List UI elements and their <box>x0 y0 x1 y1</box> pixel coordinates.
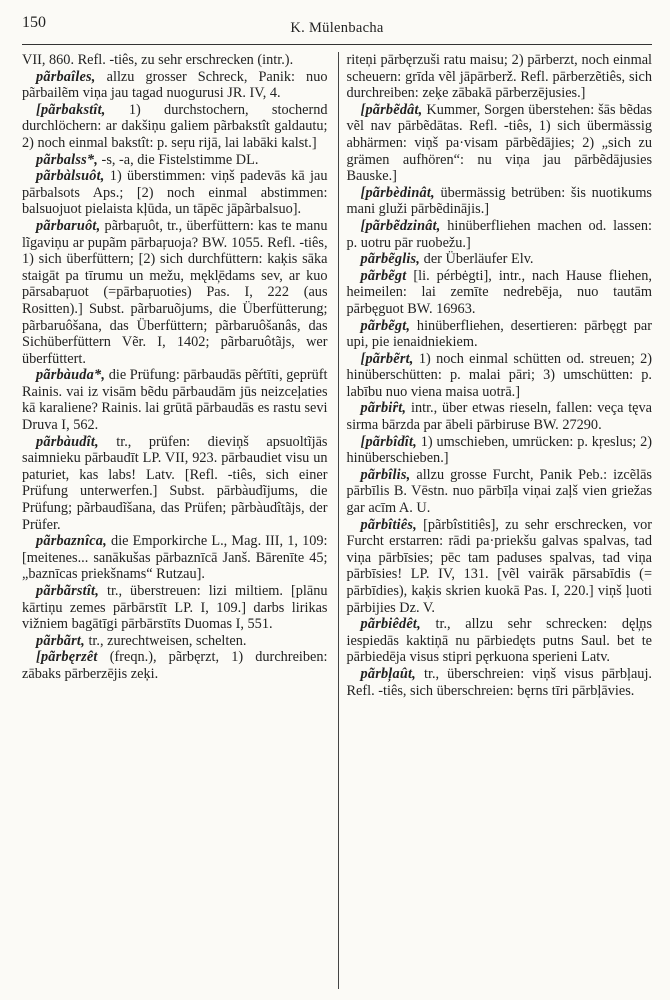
entry-headword: [pãrbęrzêt <box>36 649 98 666</box>
entry-text: tr., zurechtweisen, schelten. <box>84 632 247 649</box>
dictionary-entry <box>347 467 653 517</box>
entry-text: 1) noch einmal schütten od. streuen; 2) hinüberschütten: p. malai pāri; 3) umschütten: p. labību nuo viena maisa uotrā.] <box>346 350 653 400</box>
dictionary-entry <box>22 52 328 69</box>
dictionary-entry <box>347 400 653 433</box>
entry-headword: [pãrbîdît, <box>360 433 417 450</box>
left-column <box>22 52 334 989</box>
entry-text: allzu grosse Furcht, Panik Peb.: izcẽlās pārbīlis B. Vēstn. nuo pārbīļa viņai zaļš vien griežas gar acīm A. U. <box>346 466 653 517</box>
entry-text: [pãrbîstitiês], zu sehr erschrecken, vor Furcht erstarren: rādi pa·priekšu galvas spalvas, tad viņa pārbīsies; pēc tam paduses spalvas, tad viņa pārbīsies! LP. IV, 131. [vẽl vairāk pārsabīdis (= pārbīdies), kaķis skrien kuokā Pas. I, 220.] viņš ļuoti pārbijies Dz. V. <box>346 516 653 616</box>
dictionary-entry <box>22 533 328 583</box>
entry-text: 1) durchstochern, stochernd durchlöchern: ar dakšiņu galiem pãrbakstît galdautu; 2) noch einmal bakstît: p. seŗu rijā, lai labāki kalst.] <box>22 101 328 151</box>
dictionary-entry <box>22 152 328 169</box>
dictionary-entry <box>22 583 328 633</box>
entry-text: die Emporkirche L., Mag. III, 1, 109: [meitenes... sanākušas pārbaznīcā Janš. Bārenīte 45; „baznīcas priekšnams“ Rutzau]. <box>22 533 328 583</box>
dictionary-entry <box>22 434 328 534</box>
entry-headword: [pãrbẽrt, <box>360 350 414 367</box>
entry-headword: [pãrbèdinât, <box>360 184 435 201</box>
dictionary-entry <box>22 633 328 650</box>
entry-text: allzu grosser Schreck, Panik: nuo pãrbailẽm viņa jau tagad nuogurusi JR. IV, 4. <box>22 68 328 102</box>
dictionary-entry <box>347 268 653 318</box>
dictionary-entry <box>22 367 328 433</box>
page-number: 150 <box>22 14 46 31</box>
entry-text: tr., überschreien: viņš visus pārbļauj. Refl. -tiês, sich überschreien: bęrns tīri pārbļāvies. <box>346 665 653 699</box>
dictionary-page <box>22 14 652 989</box>
dictionary-entry <box>347 102 653 185</box>
header-rule <box>22 44 652 45</box>
entry-text: riteņi pārbęrzuši ratu maisu; 2) pārberzt, noch einmal scheuern: grīda vẽl jāpārberž. Refl. pārberzẽtiês, sich durchreiben: zeķe zābakā pārberzējusies.] <box>346 52 653 102</box>
dictionary-entry <box>347 52 653 102</box>
entry-text: intr., über etwas rieseln, fallen: veça tęva sirma bārzda par ābeli pārbiruse BW. 27290. <box>346 400 653 434</box>
entry-headword: [pãrbakstît, <box>36 101 106 118</box>
entry-headword: pãrbļaût, <box>360 665 416 682</box>
entry-headword: pãrbàlsuôt, <box>36 168 105 185</box>
dictionary-entry <box>347 517 653 617</box>
running-title: K. Mülenbacha <box>290 20 384 36</box>
right-column <box>343 52 653 989</box>
dictionary-entry <box>347 218 653 251</box>
dictionary-entry <box>22 649 328 682</box>
entry-headword: pãrbẽgt <box>360 267 407 284</box>
entry-text: hinüberfliehen machen od. lassen: p. uotru pār ruobežu.] <box>346 217 653 251</box>
entry-headword: pãrbiȓt, <box>360 400 407 417</box>
entry-headword: pãrbîtiês, <box>360 516 417 533</box>
entry-headword: pãrbalss*, <box>36 151 98 168</box>
dictionary-entry <box>22 102 328 152</box>
entry-headword: pãrbẽgt, <box>360 317 411 334</box>
two-column-body <box>22 52 652 989</box>
dictionary-entry <box>347 351 653 401</box>
entry-headword: [pãrbẽdzinât, <box>360 217 441 234</box>
entry-text: tr., prüfen: dieviņš apsuoltĩjās saimnieku pārbaudīt LP. VII, 923. pārbaudiet visu un paturiet, kas labs! Latv. [Refl. -tiês, sich einer Prüfung unterwerfen.] Subst. pārbàudĩjums, die Prüfung; pãrbaudĩšana, das Prüfen; pãrbàudîtãjs, der Prüfer. <box>22 433 328 533</box>
dictionary-entry <box>22 168 328 218</box>
entry-text: Kummer, Sorgen überstehen: šās bẽdas vẽl nav pārbẽdātas. Refl. -tiês, 1) sich übermässig abhärmen: viņš pa·visam pārbẽdājies; 2) „sich zu grämen aufhören“: nu viņa jau pārbẽdājusies Bauske.] <box>346 101 653 185</box>
entry-text: hinüberfliehen, desertieren: pārbęgt par upi, pie ienaidniekiem. <box>346 317 653 351</box>
entry-text: die Prüfung: pārbaudās pẽŕtīti, geprüft Rainis. vai iz visām bẽdu pārbaudām jūs neizceļaties kā karaliene? Rainis. lai grūtā pārbaudās es rastu sevi Druva I, 562. <box>22 367 328 434</box>
entry-text: VII, 860. Refl. -tiês, zu sehr erschrecken (intr.). <box>22 52 294 68</box>
entry-headword: pãrbiêdêt, <box>360 616 421 633</box>
entry-text: der Überläufer Elv. <box>420 251 534 268</box>
entry-headword: [pãrbẽdât, <box>360 101 423 118</box>
entry-text: übermässig betrüben: šis nuotikums mani gluži pārbẽdinājis.] <box>346 184 653 218</box>
column-divider <box>338 52 339 989</box>
entry-headword: pãrbaîles, <box>36 68 96 85</box>
entry-text: 1) umschieben, umrücken: p. kŗeslus; 2) hinüberschieben.] <box>346 433 653 467</box>
entry-text: tr., allzu sehr schrecken: dęl̦ņs iespiedās kaktiņā nu pārbiedęts putns Saul. bet te pārbiedēja visus stipri pęrkuona sperieni Latv. <box>346 616 653 666</box>
entry-headword: pãrbẽglis, <box>360 251 421 268</box>
entry-headword: pãrbaruôt, <box>36 217 101 234</box>
entry-text: (freqn.), pãrbęrzt, 1) durchreiben: zābaks pārberzējis zeķi. <box>22 649 328 682</box>
entry-headword: pãrbàudît, <box>36 433 99 450</box>
dictionary-entry <box>22 218 328 367</box>
dictionary-entry <box>347 434 653 467</box>
dictionary-entry <box>347 251 653 268</box>
entry-text: tr., überstreuen: lizi miltiem. [plānu kārtiņu zemes pārbārstīt LP. I, 109.] darbs lirikas vižniem bagātīgi pārbārstīts Duomas I, 551. <box>22 583 328 633</box>
dictionary-entry <box>22 69 328 102</box>
page-header <box>22 14 652 38</box>
entry-text: 1) überstimmen: viņš padevās kā jau pārbalsots Aps.; [2) noch einmal abstimmen: balsuojuot pielaista kļūda, un tāpēc jāpãrbalsuo]. <box>22 168 328 218</box>
entry-headword: pãrbãrstît, <box>36 583 99 599</box>
entry-headword: pãrbaznîca, <box>36 533 107 550</box>
dictionary-entry <box>347 185 653 218</box>
dictionary-entry <box>347 666 653 699</box>
dictionary-entry <box>347 318 653 351</box>
entry-headword: pãrbîlis, <box>360 466 411 483</box>
entry-headword: pãrbàuda*, <box>36 367 106 384</box>
entry-text: [li. pérbėgti], intr., nach Hause fliehen, heimeilen: lai zemīte nedrebēja, nuo tautām pārbęguot BW. 16963. <box>346 267 653 317</box>
entry-headword: pãrbãrt, <box>36 632 85 649</box>
dictionary-entry <box>347 616 653 666</box>
entry-text: -s, -a, die Fistelstimme DL. <box>97 151 259 168</box>
entry-text: pãrbaŗuôt, tr., überfüttern: kas te manu lĩgaviņu ar pupãm pārbaŗuoja? BW. 1055. Refl. -tiês, 1) sich überfüttern; [2) sich durchfüttern: kaķis sāka staigāt pa tīrumu un mežu, mękl̦ēdams sev, ar kuo pārsabaŗuot (=pārbaŗuoties) Pas. I, 222 (aus Rositten).] Subst. pãrbaruõjums, die Überfütterung; pãrbaruôšana, das Überfüttern; pãrbaruôšanâs, das Sichüberfüttern Vẽr. I, 1402; pãrbaruôtãjs, wer überfüttert. <box>22 217 328 367</box>
